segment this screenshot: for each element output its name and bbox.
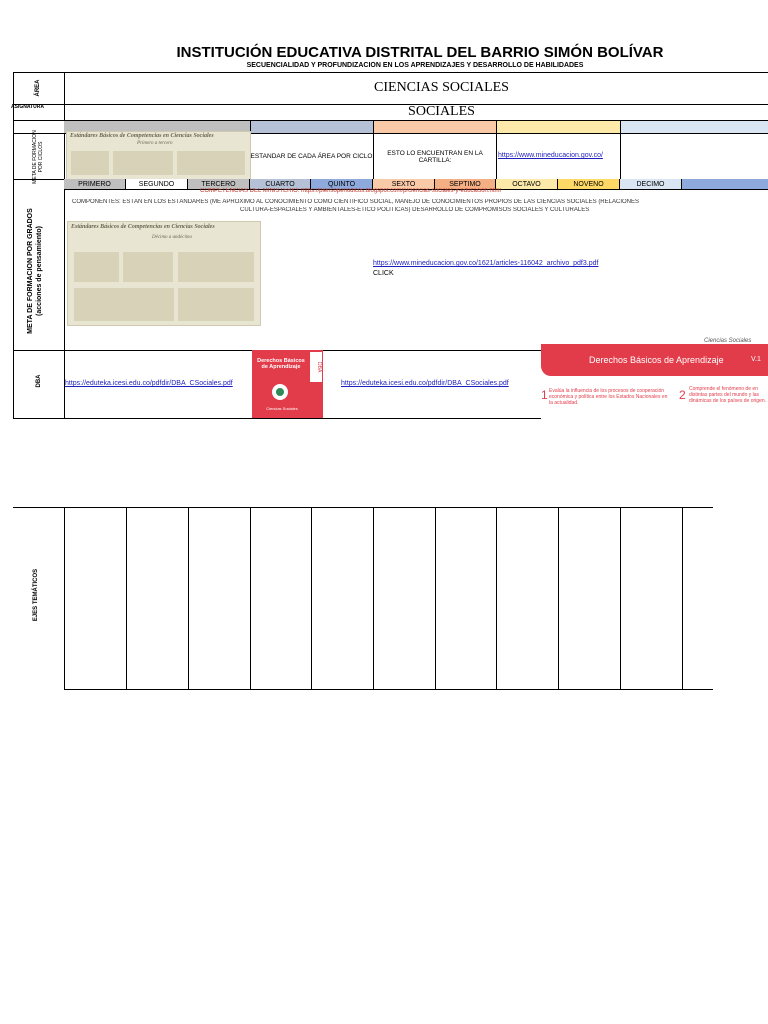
color-strip-yellow xyxy=(496,121,620,133)
grade-decimo: DECIMO xyxy=(620,179,682,189)
grid-line xyxy=(64,689,713,690)
grid-line xyxy=(620,120,621,179)
color-strip-peach xyxy=(373,121,496,133)
standard-per-cycle-text: ESTANDAR DE CADA ÁREA POR CICLO xyxy=(250,153,373,160)
ejes-tematicos-label: EJES TEMÁTICOS xyxy=(33,568,39,622)
competencias-overflow-text: COMPETENCIAS DEL MINISTERIO: https://piensoperiodicos.blogspot.com/p/ciencias-sociales-y-educacion.html xyxy=(200,188,501,194)
grade-primero: PRIMERO xyxy=(64,179,126,189)
meta-ciclos-label: META DE FORMACION POR CICLOS xyxy=(32,130,44,184)
standards-thumb-sub: Primero a tercero xyxy=(137,141,173,146)
grid-line xyxy=(373,507,374,690)
grid-line xyxy=(496,120,497,179)
click-label: CLICK xyxy=(373,270,394,277)
dba-banner-image[interactable] xyxy=(541,336,768,426)
dba-cover-image[interactable] xyxy=(252,350,323,418)
area-label: ÁREA xyxy=(35,79,41,97)
grade-noveno: NOVENO xyxy=(558,179,620,189)
dba-banner-corner: Ciencias Sociales xyxy=(704,338,752,344)
grid-line xyxy=(126,507,127,690)
mineducacion-pdf-link[interactable]: https://www.mineducacion.gov.co/1621/articles-116042_archivo_pdf3.pdf xyxy=(373,260,599,267)
grid-line xyxy=(13,72,768,73)
dba-item-1-number: 1 xyxy=(541,388,548,402)
asignatura-label: ASIGNATURA xyxy=(11,104,44,110)
dba-item-2-number: 2 xyxy=(679,388,686,402)
dba-item-2-text: Comprende el fenómeno de en distintas partes del mundo y las dinámicas de los países de origen. xyxy=(689,386,766,404)
grade-tercero: TERCERO xyxy=(188,179,250,189)
dba-cover-icon xyxy=(272,384,288,400)
dba-banner-title: Derechos Básicos de Aprendizaje xyxy=(589,355,724,365)
grade-octavo: OCTAVO xyxy=(496,179,558,189)
grade-segundo: SEGUNDO xyxy=(126,179,188,189)
grid-line xyxy=(682,507,683,690)
grid-line xyxy=(373,120,374,179)
grid-line xyxy=(496,507,497,690)
grid-line xyxy=(188,507,189,690)
dba-item-1-text: Evalúa la influencia de los procesos de cooperación económica y política entre los Estados Nacionales en la actualidad. xyxy=(549,388,668,406)
grade-quinto: QUINTO xyxy=(311,179,373,189)
grid-line xyxy=(13,507,713,508)
cartilla-text: ESTO LO ENCUENTRAN EN LA CARTILLA: xyxy=(387,149,483,164)
page-title: INSTITUCIÓN EDUCATIVA DISTRITAL DEL BARRIO SIMÓN BOLÍVAR xyxy=(176,44,664,61)
meta-grados-label-line2: (acciones de pensamiento) xyxy=(36,226,43,316)
grade-cuarto: CUARTO xyxy=(250,179,311,189)
grade-sexto: SEXTO xyxy=(373,179,435,189)
dba-label: DBA xyxy=(36,374,42,388)
standards-thumbnail-grados[interactable] xyxy=(67,221,261,326)
meta-grados-label-line1: META DE FORMACION POR GRADOS xyxy=(27,208,34,334)
standards-thumb-title: Estándares Básicos de Competencias en Ciencias Sociales xyxy=(70,133,214,139)
asignatura-value: SOCIALES xyxy=(408,104,475,119)
page-subtitle: SECUENCIALIDAD Y PROFUNDIZACION EN LOS APRENDIZAJES Y DESARROLLO DE HABILIDADES xyxy=(246,62,584,69)
componentes-overflow-text-2: CULTURA-ESPACIALES Y AMBIENTALES-ETICO POLÍTICAS) DESARROLLO DE COMPROMISOS SOCIALES Y CULTURALES xyxy=(240,207,590,213)
standards-thumb-title: Estándares Básicos de Competencias en Ciencias Sociales xyxy=(71,224,215,230)
grid-line xyxy=(435,507,436,690)
standards-thumbnail-ciclos[interactable] xyxy=(66,131,251,180)
grid-line xyxy=(620,507,621,690)
color-strip-bluegray xyxy=(250,121,373,133)
area-value: CIENCIAS SOCIALES xyxy=(374,80,509,95)
dba-cover-tag: DBA xyxy=(310,352,322,382)
dba-cover-title: Derechos Básicos de Aprendizaje xyxy=(257,358,305,370)
dba-banner-version: V.1 xyxy=(751,356,761,363)
color-strip-lightblue xyxy=(620,121,768,133)
dba-banner-header xyxy=(541,344,768,376)
grid-line xyxy=(311,507,312,690)
standards-thumb-sub: Décimo a undécimo xyxy=(152,235,192,240)
dba-eduteka-link-1[interactable]: https://eduteka.icesi.edu.co/pdfdir/DBA_CSociales.pdf xyxy=(65,380,233,387)
dba-eduteka-link-2[interactable]: https://eduteka.icesi.edu.co/pdfdir/DBA_CSociales.pdf xyxy=(341,380,509,387)
meta-grados-label xyxy=(26,201,44,341)
grid-line xyxy=(13,72,14,419)
grid-line xyxy=(64,507,65,690)
grid-line xyxy=(558,507,559,690)
componentes-overflow-text: COMPONENTES: ESTÁN EN LOS ESTÁNDARES (ME APROXIMO AL CONOCIMIENTO COMO CIENTÍFICO SOCIAL, MANEJO DE CONOCIMIENTOS PROPIOS DE LAS CIENCIAS SOCIALES (RELACIONES xyxy=(72,199,639,205)
grid-line xyxy=(250,507,251,690)
grade-septimo: SEPTIMO xyxy=(435,179,496,189)
mineducacion-link[interactable]: https://www.mineducacion.gov.co/ xyxy=(498,152,603,159)
dba-cover-subtitle: Ciencias Sociales xyxy=(266,406,298,411)
